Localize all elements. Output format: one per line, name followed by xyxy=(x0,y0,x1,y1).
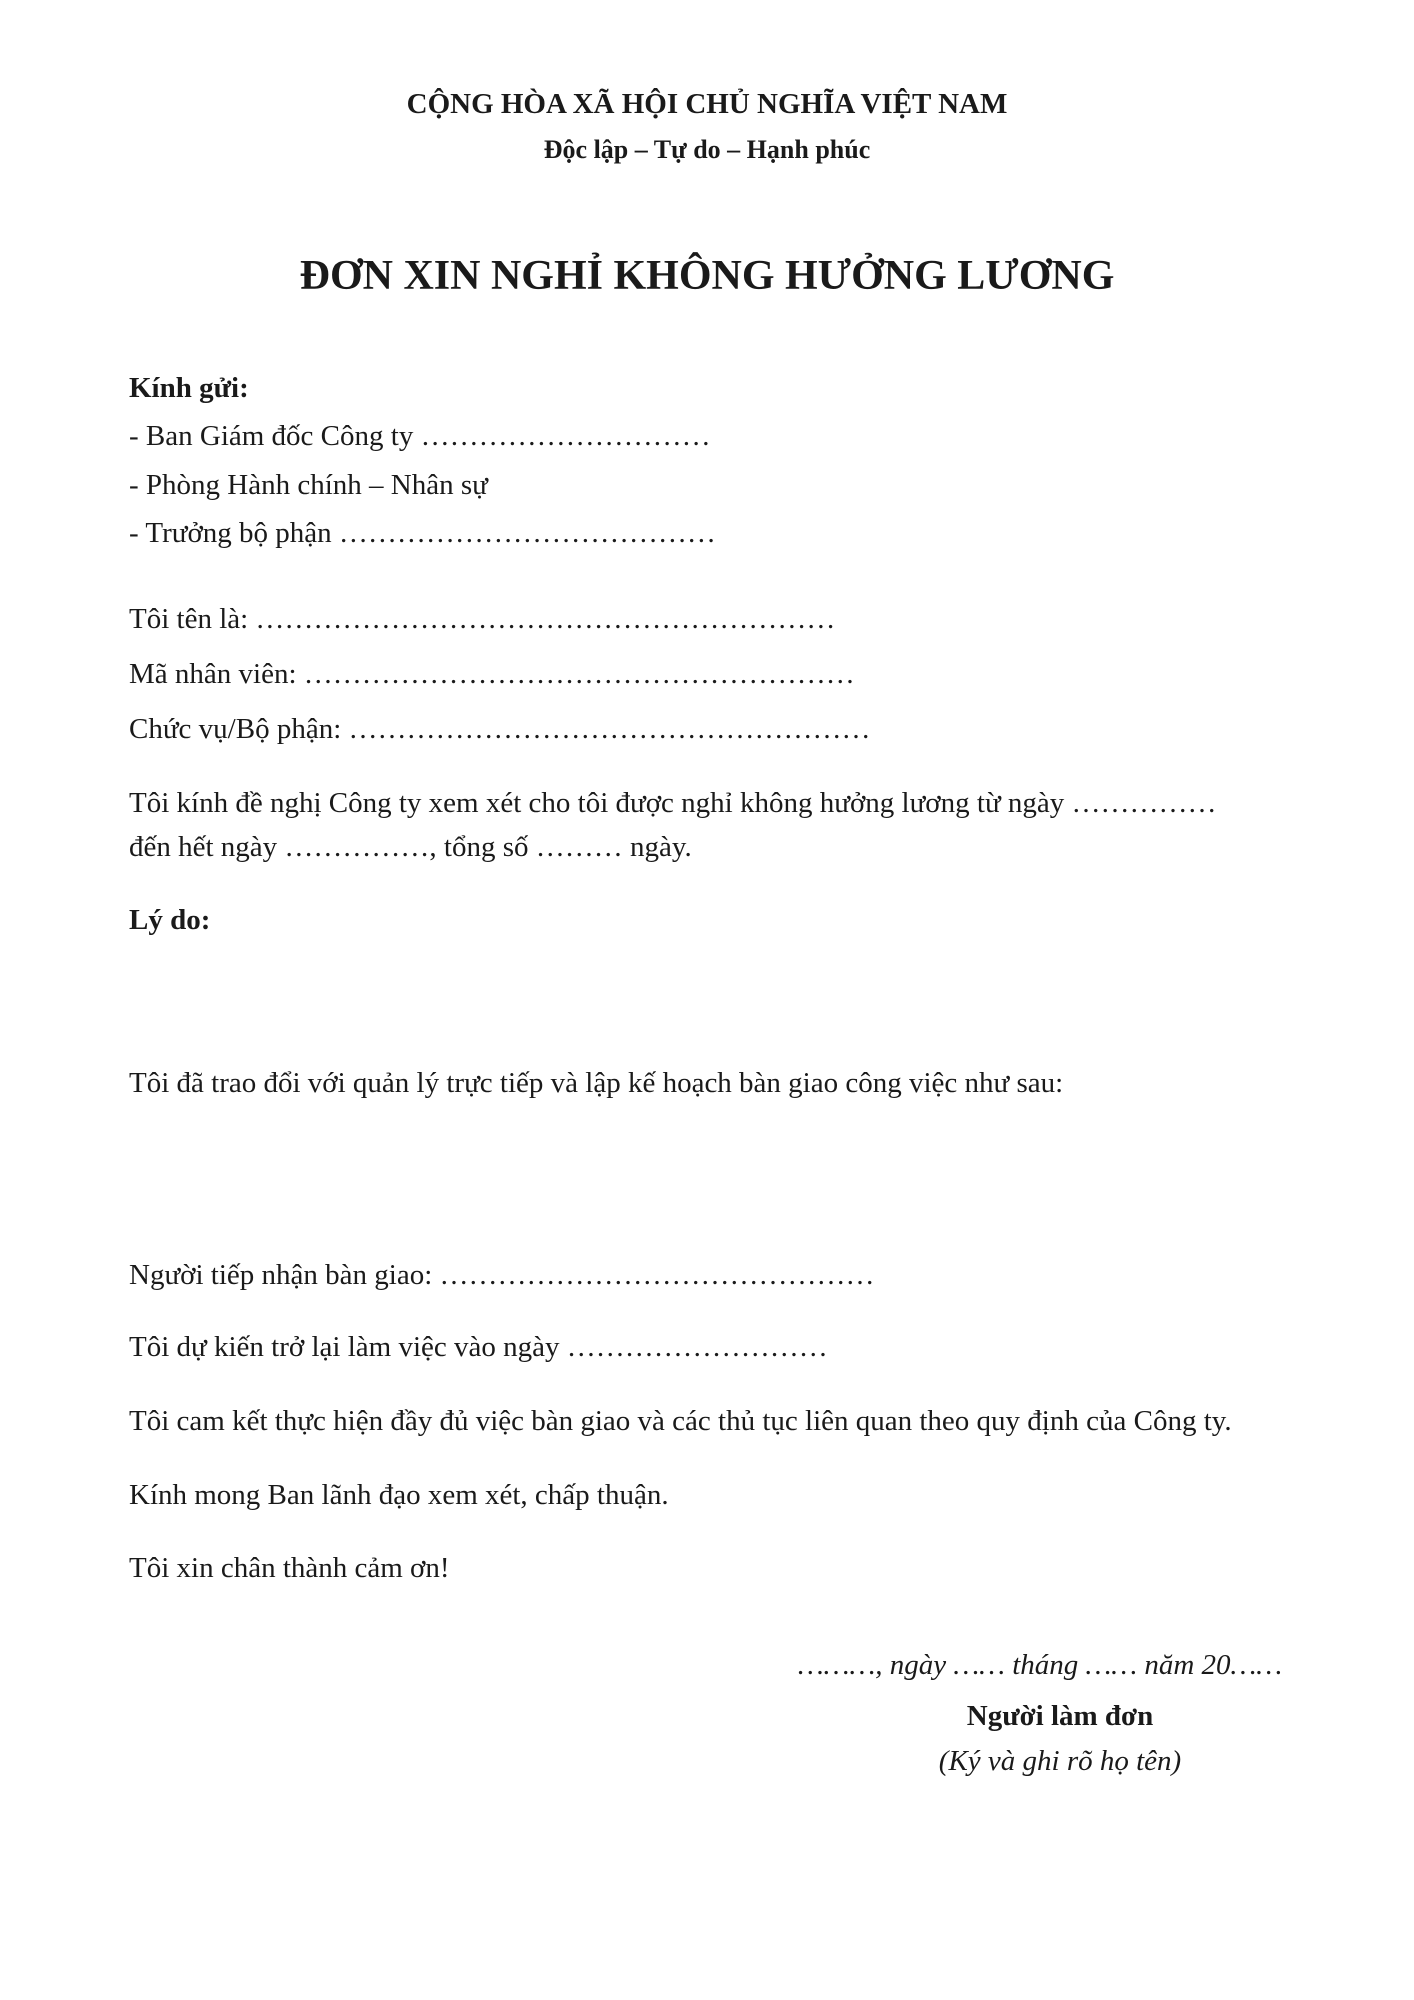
commitment: Tôi cam kết thực hiện đầy đủ việc bàn giao và các thủ tục liên quan theo quy định của Công ty. xyxy=(129,1405,1232,1437)
field-name: Tôi tên là: …………………………………………………… xyxy=(129,603,836,635)
document-title: ĐƠN XIN NGHỈ KHÔNG HƯỞNG LƯƠNG xyxy=(299,253,1115,299)
handover-receiver: Người tiếp nhận bàn giao: ……………………………………… xyxy=(129,1259,875,1291)
approval-request: Kính mong Ban lãnh đạo xem xét, chấp thuận. xyxy=(129,1479,669,1511)
request-line-2: đến hết ngày ……………, tổng số ……… ngày. xyxy=(129,831,692,863)
recipient-hr-department: - Phòng Hành chính – Nhân sự xyxy=(129,469,488,501)
handover-intro: Tôi đã trao đổi với quản lý trực tiếp và lập kế hoạch bàn giao công việc như sau: xyxy=(129,1067,1064,1099)
reason-label: Lý do: xyxy=(129,904,211,936)
request-line-1: Tôi kính đề nghị Công ty xem xét cho tôi được nghỉ không hưởng lương từ ngày …………… xyxy=(129,787,1217,819)
return-date: Tôi dự kiến trở lại làm việc vào ngày ……………………… xyxy=(129,1331,828,1363)
signature-date-line: ………, ngày …… tháng …… năm 20…… xyxy=(797,1649,1283,1681)
recipients-heading: Kính gửi: xyxy=(129,372,249,404)
thanks: Tôi xin chân thành cảm ơn! xyxy=(129,1552,450,1584)
signer-label: Người làm đơn xyxy=(966,1700,1154,1732)
national-header: CỘNG HÒA XÃ HỘI CHỦ NGHĨA VIỆT NAM xyxy=(406,88,1008,120)
recipient-department-head: - Trưởng bộ phận ………………………………… xyxy=(129,517,716,549)
field-employee-id: Mã nhân viên: ………………………………………………… xyxy=(129,658,855,690)
signature-note: (Ký và ghi rõ họ tên) xyxy=(938,1745,1182,1777)
recipient-board-of-directors: - Ban Giám đốc Công ty ………………………… xyxy=(129,420,711,452)
field-position: Chức vụ/Bộ phận: ……………………………………………… xyxy=(129,713,871,745)
national-motto: Độc lập – Tự do – Hạnh phúc xyxy=(543,135,871,164)
